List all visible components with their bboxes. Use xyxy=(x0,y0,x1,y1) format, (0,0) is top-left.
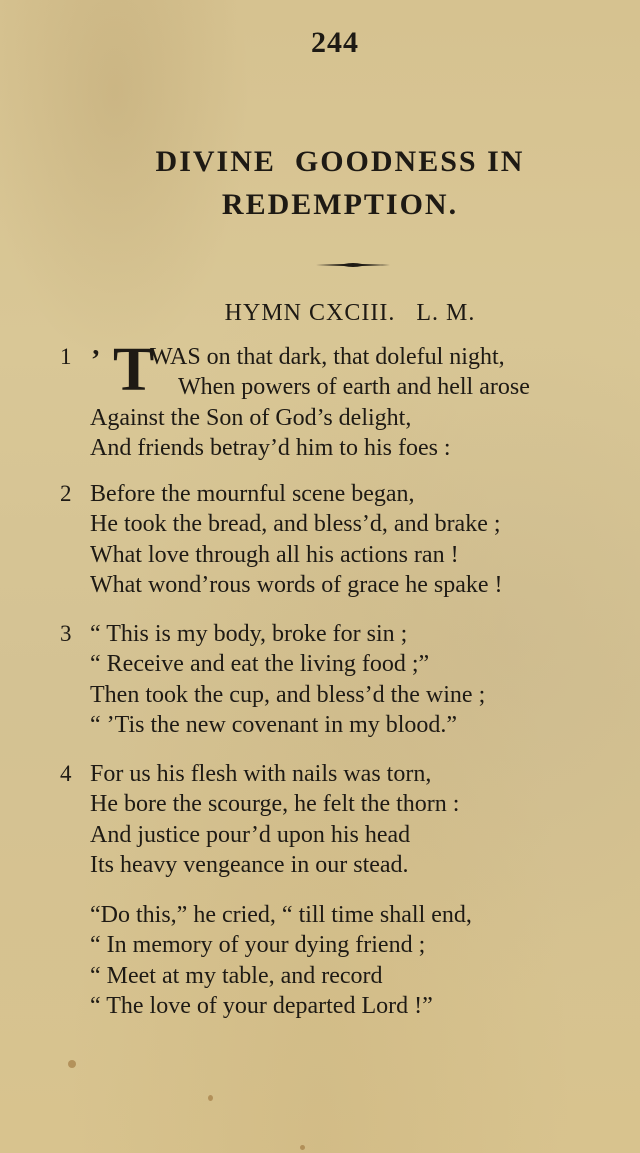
title-line: DIVINE GOODNESS IN xyxy=(155,145,525,178)
foxing-spot xyxy=(68,1060,76,1068)
verse-line: For us his flesh with nails was torn, xyxy=(90,761,432,787)
verse-line: Against the Son of God’s delight, xyxy=(90,405,412,431)
foxing-spot xyxy=(300,1145,305,1150)
verse-line: Then took the cup, and bless’d the wine ; xyxy=(90,682,486,708)
drop-cap: T xyxy=(113,336,155,404)
verse-line: “ ’Tis the new covenant in my blood.” xyxy=(90,712,458,738)
foxing-spot xyxy=(208,1095,213,1101)
drop-apostrophe: ’ xyxy=(91,345,101,376)
verse-line: “ In memory of your dying friend ; xyxy=(90,932,426,958)
verse-line: He bore the scourge, he felt the thorn : xyxy=(90,791,460,817)
verse-line: “ Meet at my table, and record xyxy=(90,963,383,989)
verse-line: What love through all his actions ran ! xyxy=(90,542,459,568)
rule-ornament-icon xyxy=(316,262,390,268)
stanza-number: 1 xyxy=(60,344,72,369)
verse-line: He took the bread, and bless’d, and brake ; xyxy=(90,511,501,537)
page-number: 244 xyxy=(311,26,359,59)
verse-line: Before the mournful scene began, xyxy=(90,481,415,507)
verse-line: “ Receive and eat the living food ;” xyxy=(90,651,430,677)
stanza-number: 4 xyxy=(60,761,72,786)
verse-line: “ This is my body, broke for sin ; xyxy=(90,621,408,647)
verse-line: Its heavy vengeance in our stead. xyxy=(90,852,409,878)
verse-line: WAS on that dark, that doleful night, xyxy=(150,344,505,370)
verse-line: “ The love of your departed Lord !” xyxy=(90,993,433,1019)
title-line: REDEMPTION. xyxy=(221,188,459,221)
verse-line: And justice pour’d upon his head xyxy=(90,822,411,848)
verse-line: When powers of earth and hell arose xyxy=(178,374,530,400)
stanza-number: 2 xyxy=(60,481,72,506)
verse-line: And friends betray’d him to his foes : xyxy=(90,435,451,461)
stanza-number: 3 xyxy=(60,621,72,646)
verse-line: What wond’rous words of grace he spake ! xyxy=(90,572,503,598)
page-title xyxy=(0,140,640,226)
hymn-heading: HYMN CXCIII. L. M. xyxy=(224,300,476,326)
verse-line: “Do this,” he cried, “ till time shall end, xyxy=(90,902,472,928)
